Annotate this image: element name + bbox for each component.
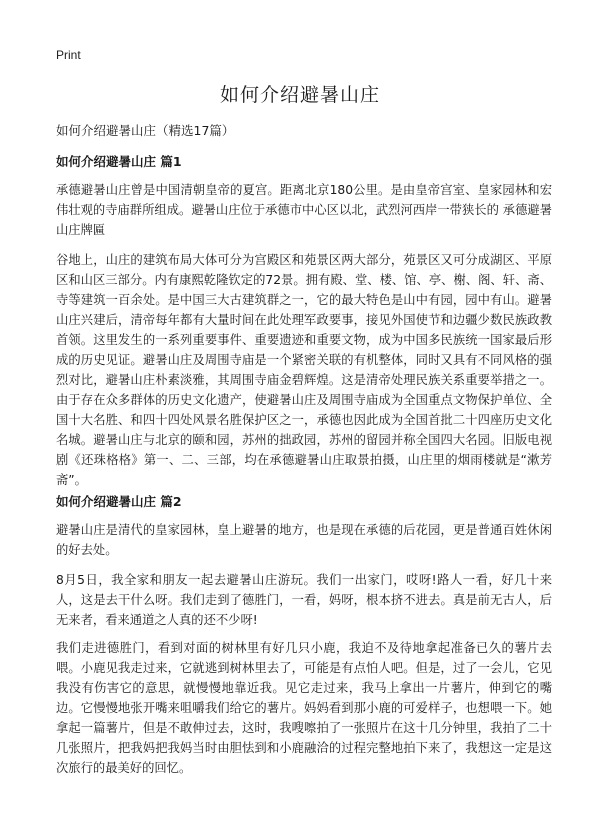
section-heading-2: 如何介绍避暑山庄 篇2 xyxy=(56,494,182,509)
document-subtitle: 如何介绍避暑山庄（精选17篇） xyxy=(56,123,235,138)
document-title: 如何介绍避暑山庄 xyxy=(219,84,380,106)
section-2-paragraph-1: 避暑山庄是清代的皇家园林，皇上避暑的地方，也是现在承德的后花园，更是普通百姓休闲的好去处。 xyxy=(56,523,552,557)
section-1-paragraph-1: 承德避暑山庄曾是中国清朝皇帝的夏宫。距离北京180公里。是由皇帝宫室、皇家园林和宏伟壮观的寺庙群所组成。避暑山庄位于承德市中心区以北，武烈河西岸一带狭长的 承德避暑山庄牌匾 xyxy=(56,183,552,237)
section-2-paragraph-2: 8月5日，我全家和朋友一起去避暑山庄游玩。我们一出家门，哎呀!路人一看，好几十来人，这是去干什么呀。我们走到了德胜门，一看，妈呀，根本挤不进去。真是前无古人，后无来者，看来通道之人真的还不少呀! xyxy=(56,573,552,627)
print-link[interactable]: Print xyxy=(56,48,81,62)
section-heading-1: 如何介绍避暑山庄 篇1 xyxy=(56,154,182,169)
section-2-paragraph-3: 我们走进德胜门，看到对面的树林里有好几只小鹿，我迫不及待地拿起准备已久的薯片去喂。小鹿见我走过来，它就逃到树林里去了，可能是有点怕人吧。但是，过了一会儿，它见我没有伤害它的意思，就慢慢地靠近我。见它走过来，我马上拿出一片薯片，伸到它的嘴边。它慢慢地张开嘴来咀嚼我们给它的薯片。妈妈看到那小鹿的可爱样子，也想喂一下。她拿起一篇薯片，但是不敢伸过去，这时，我嗖嚓拍了一张照片在这十几分钟里，我拍了二十几张照片，把我妈把我妈当时由胆怯到和小鹿融洽的过程完整地拍下来了，我想这一定是这次旅行的最美好的回忆。 xyxy=(56,641,552,775)
section-1-paragraph-2: 谷地上，山庄的建筑布局大体可分为宫殿区和苑景区两大部分，苑景区又可分成湖区、平原区和山区三部分。内有康熙乾隆钦定的72景。拥有殿、堂、楼、馆、亭、榭、阁、轩、斋、寺等建筑一百余处。是中国三大古建筑群之一，它的最大特色是山中有园，园中有山。避暑山庄兴建后，清帝每年都有大量时间在此处理军政要事，接见外国使节和边疆少数民族政教首领。这里发生的一系列重要事件、重要遗迹和重要文物，成为中国多民族统一国家最后形成的历史见证。避暑山庄及周围寺庙是一个紧密关联的有机整体，同时又具有不同风格的强烈对比，避暑山庄朴素淡雅，其周围寺庙金碧辉煌。这是清帝处理民族关系重要举措之一。由于存在众多群体的历史文化遗产，使避暑山庄及周围寺庙成为全国重点文物保护单位、全国十大名胜、和四十四处风景名胜保护区之一，承德也因此成为全国首批二十四座历史文化名城。避暑山庄与北京的颐和园，苏州的拙政园，苏州的留园并称全国四大名园。旧版电视剧《还珠格格》第一、二、三部，均在承德避暑山庄取景拍摄，山庄里的烟雨楼就是“漱芳斋”。 xyxy=(56,253,552,487)
